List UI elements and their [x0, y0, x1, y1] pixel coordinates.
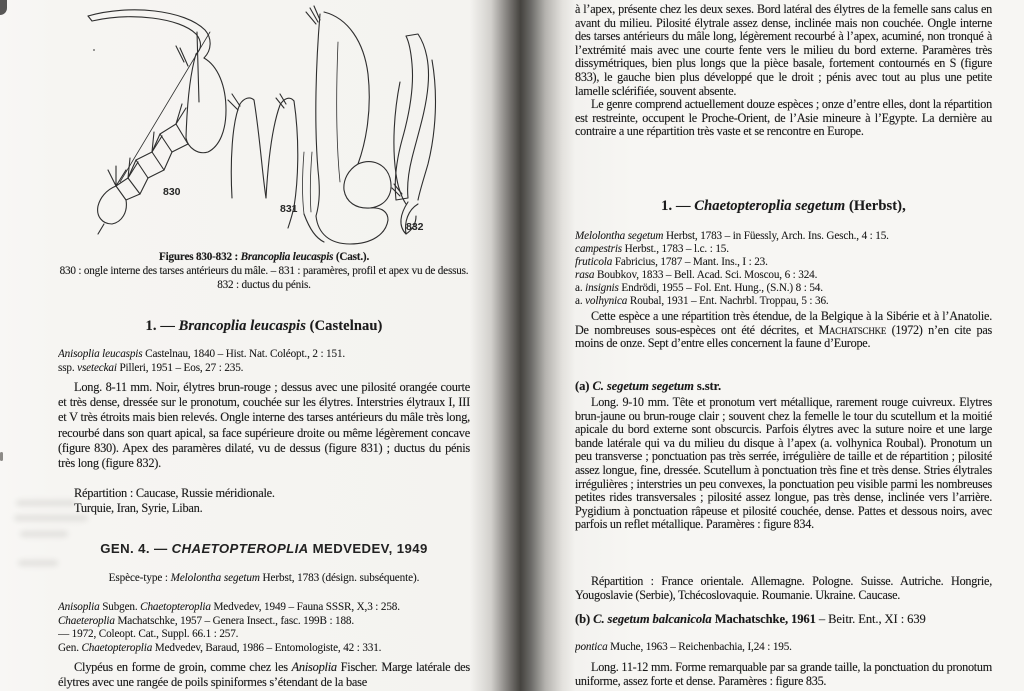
- synonymy-entry: rasa Boubkov, 1833 – Bell. Acad. Sci. Moscou, 6 : 324.: [575, 269, 818, 281]
- figure-caption-line2: 832 : ductus du pénis.: [217, 279, 311, 291]
- page-right: [565, 0, 1024, 691]
- genus-description-continued: [575, 3, 992, 139]
- synonymy-entry: campestris Herbst., 1783 – l.c. : 15.: [575, 243, 729, 255]
- figure-plate: [80, 2, 442, 248]
- description-paragraph-balcanicola: Long. 11-12 mm. Forme remarquable par sa grande taille, la ponctuation du pronotum uniforme, assez forte et dense. Paramères : figure 835.: [575, 660, 992, 688]
- genus-heading-chaetopteroplia: GEN. 4. — CHAETOPTEROPLIA MEDVEDEV, 1949: [100, 541, 428, 556]
- synonymy-entry: Chaeteroplia Machatschke, 1957 – Genera Insect., fasc. 199B : 188.: [58, 614, 355, 627]
- heading-species-name: Brancoplia leucaspis: [178, 318, 306, 334]
- synonymy-entry: — 1972, Coleopt. Cat., Suppl. 66.1 : 257.: [58, 628, 239, 640]
- distribution-block: [58, 486, 470, 516]
- synonymy-entry: Anisoplia Subgen. Chaetopteroplia Medvedev, 1949 – Fauna SSSR, X,3 : 258.: [58, 601, 400, 613]
- fig-830-drawing: [88, 10, 226, 234]
- subsection-a-heading: (a) C. segetum segetum s.str.: [575, 379, 722, 393]
- showthrough-smudge: [18, 560, 58, 566]
- figure-caption-line1: 830 : ongle interne des tarses antérieurs du mâle. – 831 : paramères, profil et apex vu de dessus.: [59, 265, 469, 277]
- book-gutter-shadow: [470, 0, 575, 691]
- description-paragraph-continuation: à l’apex, présente chez les deux sexes. Bord latéral des élytres de la femelle sans calus en avant du milieu. Pilosité élytrale assez dense, inclinée mais non couchée. Ongle interne des tarses antérieurs du mâle long, légèrement recourbé à l’apex, acuminé, non tronqué à l’extrémité mais avec une courte fente vers le milieu du bord externe. Paramères très dissymétriques, bien plus longs que la pièce basale, fortement contournés en S (figure 833), le gauche bien plus développé que le droit ; pénis avec tout au plus une petite lamelle sclérifiée, souvent absente.: [575, 2, 992, 98]
- synonymy-list-brancoplia: [58, 348, 470, 375]
- author-smallcaps: Machatschke: [818, 322, 887, 337]
- scan-speck: [0, 452, 3, 461]
- figure-830-label: 830: [163, 186, 181, 198]
- synonymy-entry: fruticola Fabricius, 1787 – Mant. Ins., I : 23.: [575, 256, 768, 268]
- fig-831-drawing: [228, 6, 391, 244]
- synonymy-list-genus: [58, 601, 470, 655]
- figure-caption-title: [58, 250, 470, 264]
- description-paragraph-brancoplia: Long. 8-11 mm. Noir, élytres brun-rouge ; dessus avec une pilosité orangée courte et très dense, dressée sur le pronotum, couchée sur les élytres. Interstries élytraux I, III et V très étroits mais bien relevés. Ongle interne des tarses antérieurs du mâle très long, recourbé dans son quart apical, sa face supérieure droite ou même légèrement concave (figure 830). Apex des paramères dilaté, vu de dessus (figure 831) ; ductus du pénis très long (figure 832).: [58, 380, 470, 471]
- synonymy-list-segetum: [575, 230, 992, 308]
- type-species-line: Espèce-type : Melolontha segetum Herbst, 1783 (désign. subséquente).: [108, 572, 420, 584]
- figure-caption: [58, 250, 470, 292]
- scan-speck: [0, 0, 7, 15]
- showthrough-smudge: [16, 500, 76, 506]
- subsection-b-heading: (b) C. segetum balcanicola Machatschke, 1961 – Beitr. Ent., XI : 639: [575, 612, 926, 626]
- species-heading-segetum: 1. — Chaetopteroplia segetum (Herbst),: [661, 198, 906, 214]
- genus-description-paragraph: Clypéus en forme de groin, comme chez les Anisoplia Fischer. Marge latérale des élytres avec une rangée de poils spiniformes s’étendant de la base: [58, 660, 470, 690]
- figure-832-label: 832: [406, 221, 424, 233]
- synonymy-entry: a. volhynica Roubal, 1931 – Ent. Nachrbl. Troppau, 5 : 36.: [575, 295, 829, 307]
- caption-species-name: Brancoplia leucaspis: [240, 251, 334, 263]
- synonymy-entry: ssp. vseteckai Pilleri, 1951 – Eos, 27 : 235.: [58, 361, 244, 374]
- figure-831-label: 831: [280, 203, 298, 215]
- genus-overview-paragraph: Le genre comprend actuellement douze espèces ; onze d’entre elles, dont la répartition est restreinte, occupent le Proche-Orient, de l’Asie mineure à l’Egypte. La dernière au contraire a une répartition très vaste et se rencontre en Europe.: [575, 97, 992, 139]
- showthrough-smudge: [20, 531, 68, 537]
- showthrough-smudge: [14, 515, 88, 521]
- synonymy-entry: Melolontha segetum Herbst, 1783 – in Füessly, Arch. Ins. Gesch., 4 : 15.: [575, 230, 889, 242]
- distribution-paragraph-segetum: Répartition : France orientale. Allemagne. Pologne. Suisse. Autriche. Hongrie, Yougoslavie (Serbie), Tchécoslovaquie. Roumanie. Ukraine. Caucase.: [575, 574, 992, 602]
- synonymy-entry: a. insignis Endrödi, 1955 – Fol. Ent. Hung., (S.N.) 8 : 54.: [575, 282, 823, 294]
- caption-prefix: Figures 830-832 :: [158, 251, 241, 263]
- heading-author: (Castelnau): [305, 318, 383, 334]
- synonymy-balcanicola: [575, 641, 992, 654]
- page-left: [0, 0, 480, 691]
- synonymy-entry: Gen. Chaetopteroplia Medvedev, Baraud, 1986 – Entomologiste, 42 : 331.: [58, 641, 382, 654]
- distribution-overview-paragraph: Cette espèce a une répartition très étendue, de la Belgique à la Sibérie et à l’Anatolie. De nombreuses sous-espèces ont été décrites, et Machatschke (1972) n’en cite pas moins de onze. Sept d’entre elles concernent la faune d’Europe.: [575, 309, 992, 351]
- synonymy-entry: Anisoplia leucaspis Castelnau, 1840 – Hist. Nat. Coléopt., 2 : 151.: [58, 348, 346, 360]
- caption-author: (Cast.).: [333, 251, 370, 263]
- species-heading-brancoplia: [58, 318, 470, 335]
- fig-832-drawing: [392, 34, 435, 234]
- distribution-line1: Répartition : Caucase, Russie méridionale.: [74, 486, 275, 500]
- synonymy-entry: pontica Muche, 1963 – Reichenbachia, I,24 : 195.: [575, 641, 792, 653]
- description-paragraph-segetum: Long. 9-10 mm. Tête et pronotum vert métallique, rarement rouge cuivreux. Elytres brun-jaune ou brun-rouge clair ; souvent chez la femelle le tour du scutellum et la moitié apicale du bord externe sont obscurcis. Parfois élytres avec la suture noire et une large bande latérale qui va du milieu du disque à l’apex (a. volhynica Roubal). Pronotum un peu transverse ; ponctuation pas très serrée, irrégulière de taille et de répartition ; pilosité assez longue, fine, dressée. Scutellum à ponctuation très fine et très dense. Stries élytrales irrégulières ; interstries un peu convexes, la ponctuation peu visible parmi les nombreuses petites rides transversales ; pilosité assez longue, pas très dense, inclinée vers l’arrière. Pygidium à ponctuation râpeuse et pilosité couchée, dense. Pattes et dessous noirs, avec parfois un reflet métallique. Paramères : figure 834.: [575, 395, 992, 532]
- distribution-line2: Turquie, Iran, Syrie, Liban.: [74, 501, 203, 516]
- heading-number: 1. —: [145, 318, 179, 334]
